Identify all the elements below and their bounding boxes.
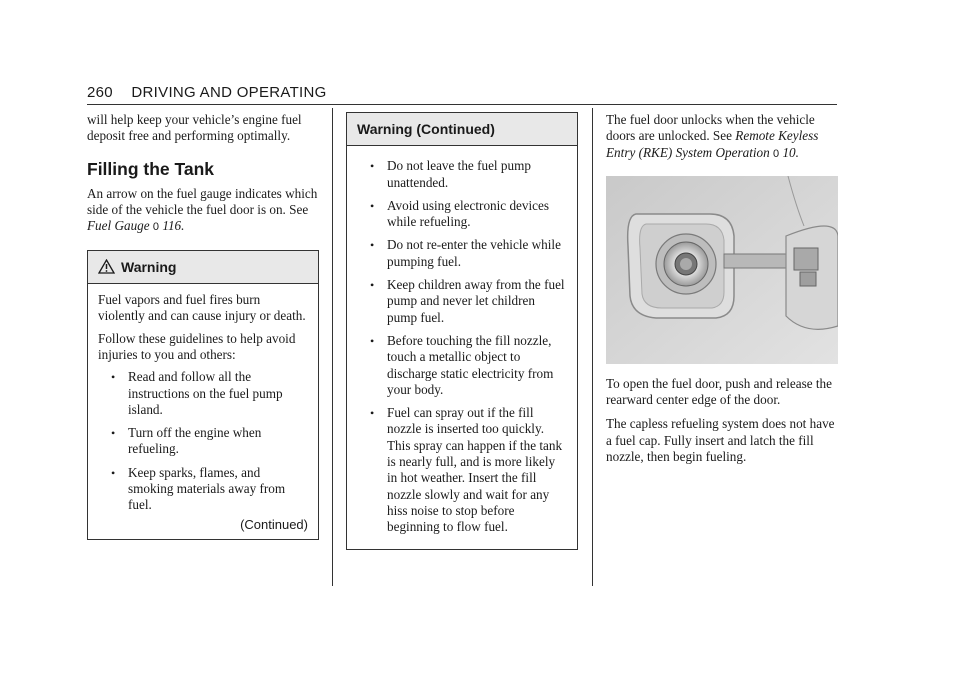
bullet-icon: • xyxy=(370,238,375,253)
section-heading: Filling the Tank xyxy=(87,158,215,179)
column-divider-1 xyxy=(332,108,333,586)
column-3 xyxy=(606,112,838,473)
rke-system-page[interactable]: 10. xyxy=(782,144,799,160)
bullet-icon: • xyxy=(370,278,375,293)
bullet-icon: • xyxy=(370,159,375,174)
warning-list xyxy=(98,369,308,513)
warning-title: Warning xyxy=(121,258,177,275)
column-2 xyxy=(346,112,578,550)
list-item: • Do not leave the fuel pump unattended. xyxy=(370,158,531,190)
warning-box xyxy=(87,250,319,540)
fuel-gauge-page[interactable]: 116. xyxy=(162,218,185,234)
list-item: • Fuel can spray out if the fill nozzle is inserted too quickly. This spray can happen if the tank is nearly full, and is more likely in hot weather. Insert the fill nozzle slowly and wait for any hiss noise to stop before beginning to flow fuel. xyxy=(370,405,563,535)
warning-paragraph-2: Follow these guidelines to help avoid injuries to you and others: xyxy=(98,330,296,362)
warning-body xyxy=(88,284,318,539)
bullet-icon: • xyxy=(111,370,116,385)
list-item: • Read and follow all the instructions on the fuel pump island. xyxy=(111,369,283,417)
bullet-icon: • xyxy=(111,426,116,441)
column-1 xyxy=(87,112,319,540)
list-item: • Before touching the fill nozzle, touch a metallic object to discharge static electricity from your body. xyxy=(370,332,554,397)
warning-triangle-icon xyxy=(98,259,115,274)
warning-paragraph-1: Fuel vapors and fuel fires burn violently and can cause injury or death. xyxy=(98,292,306,324)
list-item: • Avoid using electronic devices while refueling. xyxy=(370,197,549,230)
fuel-gauge-link[interactable]: Fuel Gauge xyxy=(87,218,150,234)
warning-continued-header: Warning (Continued) xyxy=(347,113,577,146)
paragraph-text: An arrow on the fuel gauge indicates which side of the vehicle the fuel door is on. See xyxy=(87,185,318,218)
page-ref-arrow-icon: 0 xyxy=(152,221,160,234)
list-item: • Keep sparks, flames, and smoking materials away from fuel. xyxy=(111,464,286,513)
page-ref-arrow-icon: 0 xyxy=(773,147,780,160)
page-header xyxy=(87,84,327,101)
column-divider-2 xyxy=(592,108,593,586)
rke-system-link[interactable]: Remote Keyless Entry (RKE) System Operation xyxy=(606,128,819,160)
warning-continued-list xyxy=(357,158,567,535)
section-title: DRIVING AND OPERATING xyxy=(131,84,327,101)
continued-label: (Continued) xyxy=(240,516,308,532)
bullet-icon: • xyxy=(370,333,375,348)
capless-paragraph: The capless refueling system does not have a fuel cap. Fully insert and latch the fill nozzle, then begin fueling. xyxy=(606,416,835,465)
list-item: • Turn off the engine when refueling. xyxy=(111,425,262,457)
list-item: • Keep children away from the fuel pump and never let children pump fuel. xyxy=(370,277,565,325)
list-item: • Do not re-enter the vehicle while pumping fuel. xyxy=(370,237,561,269)
bullet-icon: • xyxy=(111,465,116,480)
intro-paragraph: will help keep your vehicle’s engine fuel deposit free and performing optimally. xyxy=(87,112,302,144)
fuel-gauge-paragraph xyxy=(87,186,319,236)
fuel-door-illustration xyxy=(606,176,838,364)
page-number: 260 xyxy=(87,84,113,101)
open-door-paragraph: To open the fuel door, push and release the rearward center edge of the door. xyxy=(606,375,832,408)
header-rule xyxy=(87,104,837,105)
unlock-paragraph: The fuel door unlocks when the vehicle doors are unlocked. See Remote Keyless Entry (RKE) System Operation 0 10. xyxy=(606,112,819,160)
warning-continued-box xyxy=(346,112,578,550)
warning-header xyxy=(88,251,318,284)
bullet-icon: • xyxy=(370,406,375,421)
bullet-icon: • xyxy=(370,198,375,213)
warning-continued-body xyxy=(347,146,577,548)
